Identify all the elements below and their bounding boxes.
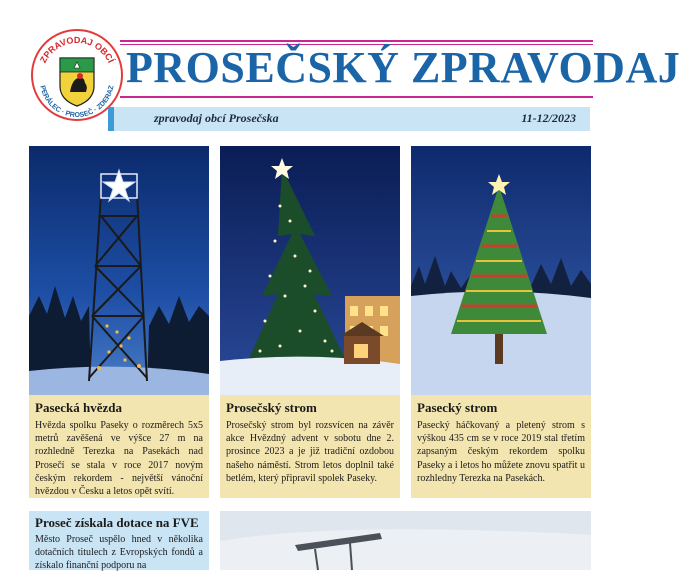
article-card-prosecsky-strom xyxy=(220,146,400,498)
ski-jump-photo xyxy=(220,511,591,570)
issue-number: 11-12/2023 xyxy=(521,111,576,125)
subtitle-bar xyxy=(108,107,590,131)
svg-text:ZPRAVODAJ OBCÍ: ZPRAVODAJ OBCÍ xyxy=(38,34,117,65)
article-body: Prosečský strom byl rozsvícen na závěr akce Hvězdný advent v sobotu dne 2. prosince 2023 a je již tradiční ozdobou našeho náměstí. Strom letos doplnil také betlém, který připravil spolek Paseky. xyxy=(226,420,394,484)
article-card-pasecka-hvezda xyxy=(29,146,209,498)
article-card-dotace-fve xyxy=(29,511,209,570)
newsletter-title: PROSEČSKÝ ZPRAVODAJ xyxy=(126,43,680,92)
article-heading: Pasecký strom xyxy=(417,400,498,415)
lookout-tower-star-photo xyxy=(29,146,209,395)
title-rule-bottom xyxy=(120,96,593,98)
article-body: Město Proseč uspělo hned v několika dotačních titulech z Evropských fondů a získalo finanční podporu na xyxy=(35,534,203,572)
article-card-pasecky-strom xyxy=(411,146,591,498)
christmas-tree-square-photo xyxy=(220,146,400,395)
article-heading: Prosečský strom xyxy=(226,400,317,415)
svg-text:PERÁLEC · PROSEČ · ZDERAZ: PERÁLEC · PROSEČ · ZDERAZ xyxy=(38,84,116,120)
article-heading: Proseč získala dotace na FVE xyxy=(35,515,199,530)
knitted-tree-photo xyxy=(411,146,591,395)
subtitle: zpravodaj obcí Prosečska xyxy=(154,111,279,125)
article-body: Pasecký háčkovaný a pletený strom s výškou 435 cm se v roce 2019 stal třetím zapsaným českým rekordem spolku Paseky a i letos ho můžete znovu spatřit u rozhledny Terezka na Pasekách. xyxy=(417,420,585,484)
article-heading: Pasecká hvězda xyxy=(35,400,123,415)
article-body: Hvězda spolku Paseky o rozměrech 5x5 metrů zavěšená ve výšce 27 m na rozhledně Terezka na Pasekách nad Prosečí se stala v roce 2017 novým českým rekordem - největší vánoční hvězdou v Česku a letos opět svítí. xyxy=(35,420,203,498)
masthead xyxy=(0,0,680,140)
